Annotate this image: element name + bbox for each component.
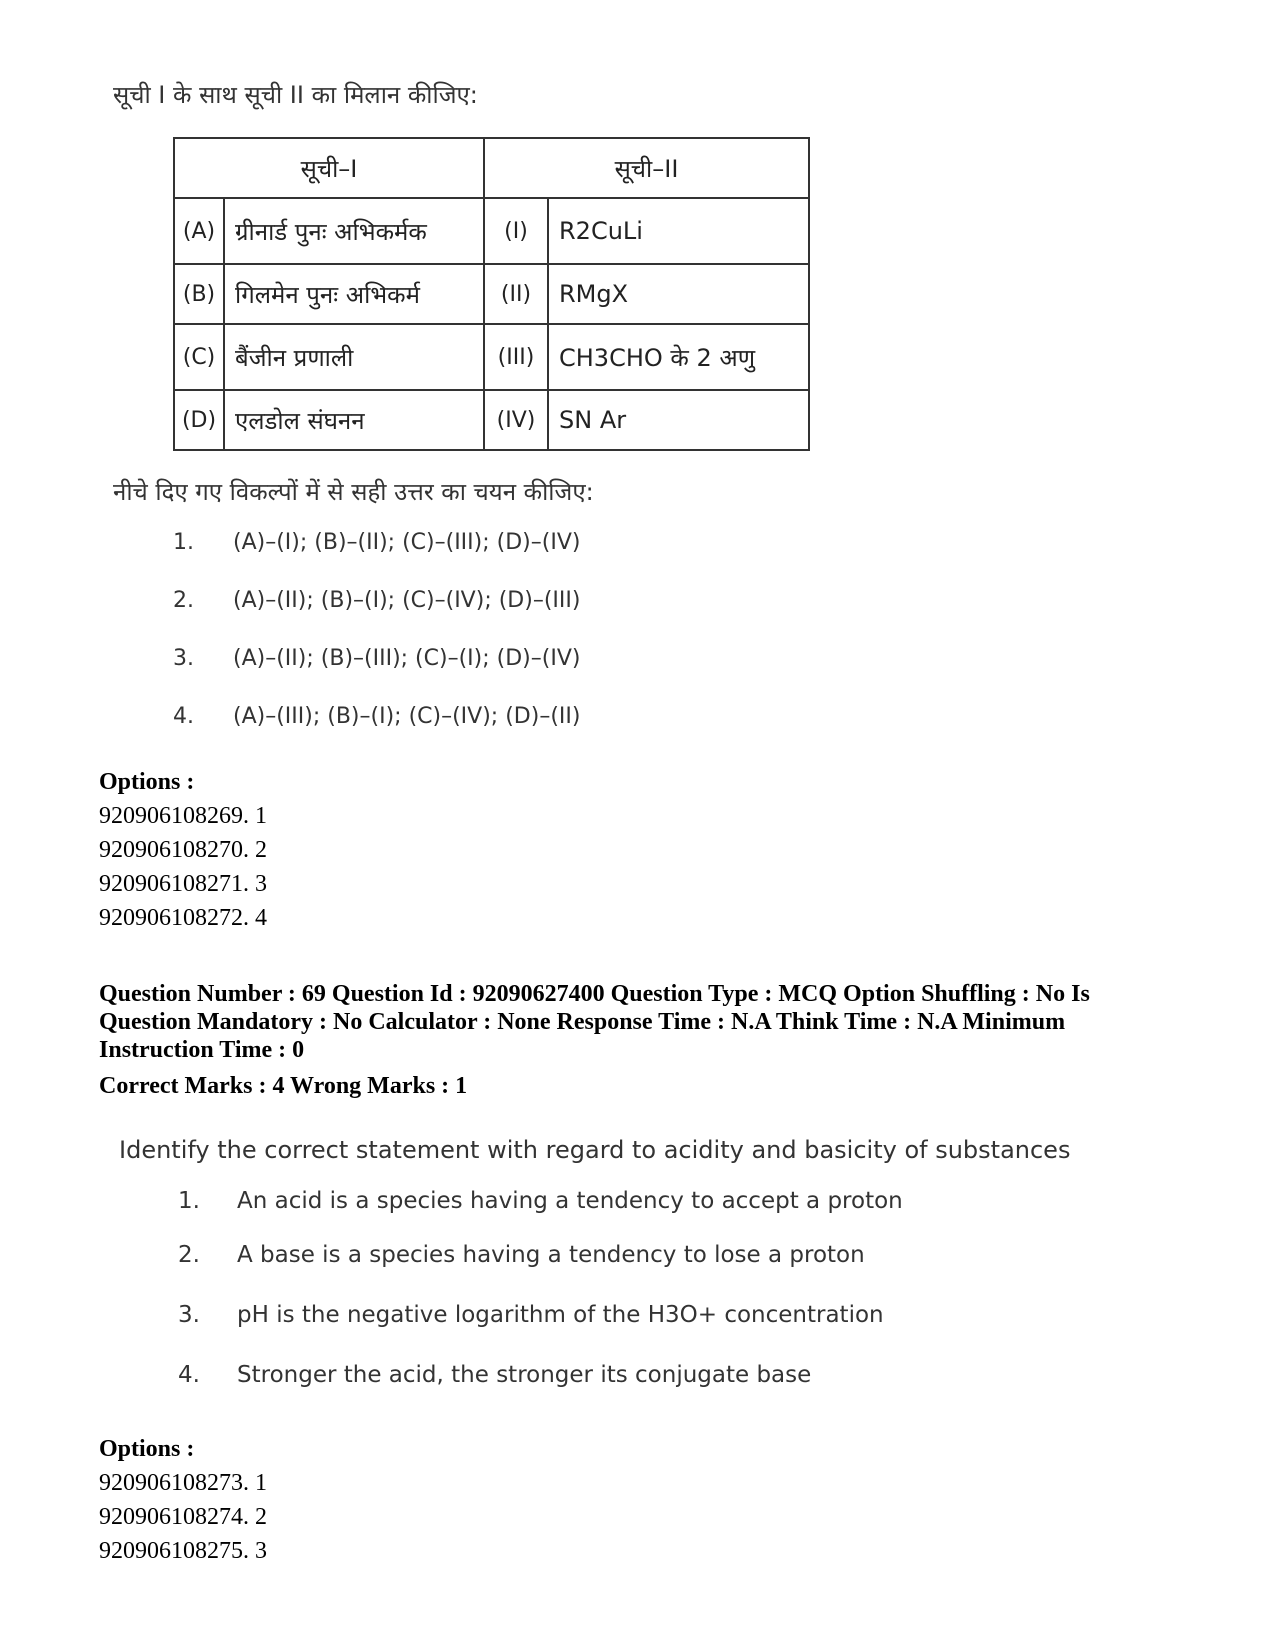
choice-number: 2. (173, 588, 194, 613)
row-match: CH3CHO के 2 अणु (548, 324, 809, 390)
row-item: बैंजीन प्रणाली (224, 324, 484, 390)
row-label: (A) (174, 198, 224, 264)
row-label: (B) (174, 264, 224, 324)
row-item: एलडोल संघनन (224, 390, 484, 450)
choice-number: 3. (173, 646, 194, 671)
option-id: 920906108269. 1 (99, 803, 267, 829)
q69-marks: Correct Marks : 4 Wrong Marks : 1 (99, 1073, 468, 1099)
row-num: (I) (484, 198, 548, 264)
table-row (174, 264, 809, 324)
options-heading: Options : (99, 769, 195, 795)
choice-number: 3. (178, 1302, 200, 1328)
choice-number: 4. (173, 704, 194, 729)
option-id: 920906108273. 1 (99, 1470, 267, 1496)
choice-text: Stronger the acid, the stronger its conjugate base (237, 1362, 812, 1388)
option-id: 920906108272. 4 (99, 905, 267, 931)
choice-number: 4. (178, 1362, 200, 1388)
choice-text: (A)–(II); (B)–(I); (C)–(IV); (D)–(III) (233, 588, 581, 613)
match-table-header (174, 138, 809, 198)
option-id: 920906108270. 2 (99, 837, 267, 863)
row-num: (II) (484, 264, 548, 324)
option-id: 920906108271. 3 (99, 871, 267, 897)
q68-options (99, 765, 267, 935)
choice-number: 1. (178, 1188, 200, 1214)
option-id: 920906108275. 3 (99, 1538, 267, 1564)
choice-text: A base is a species having a tendency to lose a proton (237, 1242, 865, 1268)
q69-question-text: Identify the correct statement with regard to acidity and basicity of substances (119, 1136, 1071, 1164)
choice-text: (A)–(III); (B)–(I); (C)–(IV); (D)–(II) (233, 704, 581, 729)
row-match: RMgX (548, 264, 809, 324)
row-num: (III) (484, 324, 548, 390)
row-num: (IV) (484, 390, 548, 450)
choice-text: pH is the negative logarithm of the H3O+ concentration (237, 1302, 884, 1328)
list-1-header: सूची–I (174, 138, 484, 198)
q68-select-instruction: नीचे दिए गए विकल्पों में से सही उत्तर का चयन कीजिए: (113, 478, 594, 506)
table-row (174, 324, 809, 390)
q68-instruction: सूची I के साथ सूची II का मिलान कीजिए: (113, 81, 478, 109)
row-label: (C) (174, 324, 224, 390)
choice-number: 2. (178, 1242, 200, 1268)
options-heading: Options : (99, 1436, 195, 1462)
row-item: गिलमेन पुनः अभिकर्म (224, 264, 484, 324)
q69-options (99, 1432, 267, 1568)
row-label: (D) (174, 390, 224, 450)
choice-text: (A)–(I); (B)–(II); (C)–(III); (D)–(IV) (233, 530, 581, 555)
choice-number: 1. (173, 530, 194, 555)
row-match: R2CuLi (548, 198, 809, 264)
choice-text: (A)–(II); (B)–(III); (C)–(I); (D)–(IV) (233, 646, 581, 671)
match-table (173, 137, 810, 451)
row-item: ग्रीनार्ड पुनः अभिकर्मक (224, 198, 484, 264)
table-row (174, 198, 809, 264)
option-id: 920906108274. 2 (99, 1504, 267, 1530)
list-2-header: सूची–II (484, 138, 809, 198)
q69-meta: Question Number : 69 Question Id : 92090627400 Question Type : MCQ Option Shuffling : No Is Question Mandatory : No Calculator : None Response Time : N.A Think Time : N.A Minimum Instruction Time : 0 (99, 981, 1090, 1063)
row-match: SN Ar (548, 390, 809, 450)
choice-text: An acid is a species having a tendency to accept a proton (237, 1188, 903, 1214)
table-row (174, 390, 809, 450)
